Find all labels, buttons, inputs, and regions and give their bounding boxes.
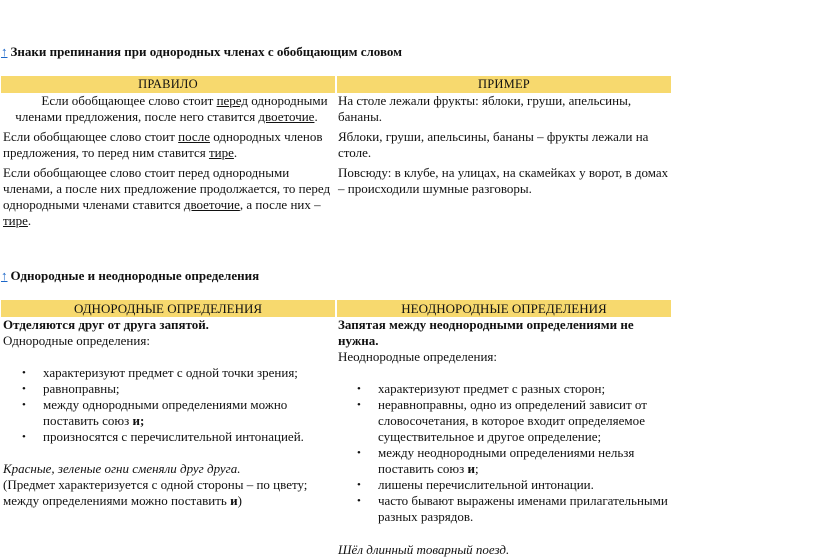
homogeneous-example: Красные, зеленые огни сменяли друг друга. <box>3 461 241 476</box>
list-item-bold: и <box>467 461 475 476</box>
list-item-bold: и; <box>132 413 145 428</box>
homogeneous-list <box>3 365 336 445</box>
list-item: • произносятся с перечислительной интонацией. <box>43 429 336 445</box>
list-item: • характеризуют предмет с одной точки зрения; <box>43 365 336 381</box>
note-text: ) <box>237 493 242 508</box>
table-row <box>1 93 671 129</box>
rule-text: . <box>314 109 318 124</box>
rule-cell <box>1 165 336 233</box>
heterogeneous-cell <box>336 317 671 525</box>
list-item-text: ; <box>474 461 479 476</box>
up-arrow-link[interactable]: ↑ <box>1 268 8 283</box>
rule-text: Если обобщающее слово стоит <box>41 93 217 108</box>
rule-text: , а после них – <box>239 197 321 212</box>
list-item-text: между однородными определениями можно поставить союз <box>43 397 288 428</box>
table-row <box>1 317 671 525</box>
heterogeneous-example: Шёл длинный товарный поезд. <box>338 542 510 557</box>
heterogeneous-list <box>338 381 671 525</box>
rule-text: однородными членами предложения, после него ставится <box>15 93 328 124</box>
homogeneous-heading: Отделяются друг от друга запятой. <box>3 317 209 332</box>
note-text: (Предмет характеризуется с одной стороны – по цвету; между определениями можно поставить <box>3 477 308 508</box>
rule-text: однородных членов предложения, то перед ним ставится <box>3 129 323 160</box>
list-item: • неравноправны, одно из определений зависит от словосочетания, в которое входит определяемое существительное и другое определение; <box>378 397 671 445</box>
header-rule: ПРАВИЛО <box>1 76 336 93</box>
section-title-punctuation <box>1 44 402 60</box>
heterogeneous-intro: Неоднородные определения: <box>338 349 498 364</box>
section-title-text: Однородные и неоднородные определения <box>10 268 260 283</box>
rule-cell <box>1 129 336 165</box>
rule-keyword: двоеточие <box>183 197 240 212</box>
rule-keyword: после <box>178 129 210 144</box>
homogeneous-cell <box>1 317 336 525</box>
example-cell: Повсюду: в клубе, на улицах, на скамейках у ворот, в домах – происходили шумные разговоры. <box>338 165 669 196</box>
list-item: • равноправны; <box>43 381 336 397</box>
punctuation-rules-table <box>1 76 671 233</box>
heterogeneous-heading: Запятая между неоднородными определениями не нужна. <box>338 317 634 348</box>
homogeneous-note <box>3 477 336 509</box>
rule-keyword: тире <box>208 145 234 160</box>
note-bold: и <box>230 493 238 508</box>
list-item <box>43 397 336 429</box>
homogeneous-intro: Однородные определения: <box>3 333 150 348</box>
rule-text: . <box>233 145 238 160</box>
rule-keyword: тире <box>3 213 28 228</box>
rule-keyword: перед <box>216 93 249 108</box>
definitions-table <box>1 300 671 525</box>
table-header-row <box>1 76 671 93</box>
table-header-row <box>1 300 671 317</box>
up-arrow-link[interactable]: ↑ <box>1 44 8 59</box>
table-row <box>1 129 671 165</box>
rule-text: Если обобщающее слово стоит <box>3 129 179 144</box>
list-item: • лишены перечислительной интонации. <box>378 477 671 493</box>
section-title-definitions <box>1 268 259 284</box>
section-title-text: Знаки препинания при однородных членах с обобщающим словом <box>10 44 403 59</box>
rule-text: Если обобщающее слово стоит перед однородными членами, а после них предложение продолжается, то перед однородными членами ставится <box>3 165 331 212</box>
list-item: • характеризуют предмет с разных сторон; <box>378 381 671 397</box>
header-homogeneous: ОДНОРОДНЫЕ ОПРЕДЕЛЕНИЯ <box>1 300 336 317</box>
example-cell: На столе лежали фрукты: яблоки, груши, апельсины, бананы. <box>338 93 632 124</box>
rule-keyword: двоеточие <box>258 109 315 124</box>
header-heterogeneous: НЕОДНОРОДНЫЕ ОПРЕДЕЛЕНИЯ <box>336 300 671 317</box>
rule-text: . <box>27 213 32 228</box>
example-cell: Яблоки, груши, апельсины, бананы – фрукты лежали на столе. <box>338 129 649 160</box>
table-row <box>1 165 671 233</box>
header-example: ПРИМЕР <box>336 76 671 93</box>
list-item <box>378 445 671 477</box>
list-item: • часто бывают выражены именами прилагательными разных разрядов. <box>378 493 671 525</box>
list-item-text: между неоднородными определениями нельзя поставить союз <box>378 445 635 476</box>
rule-cell <box>1 93 336 129</box>
